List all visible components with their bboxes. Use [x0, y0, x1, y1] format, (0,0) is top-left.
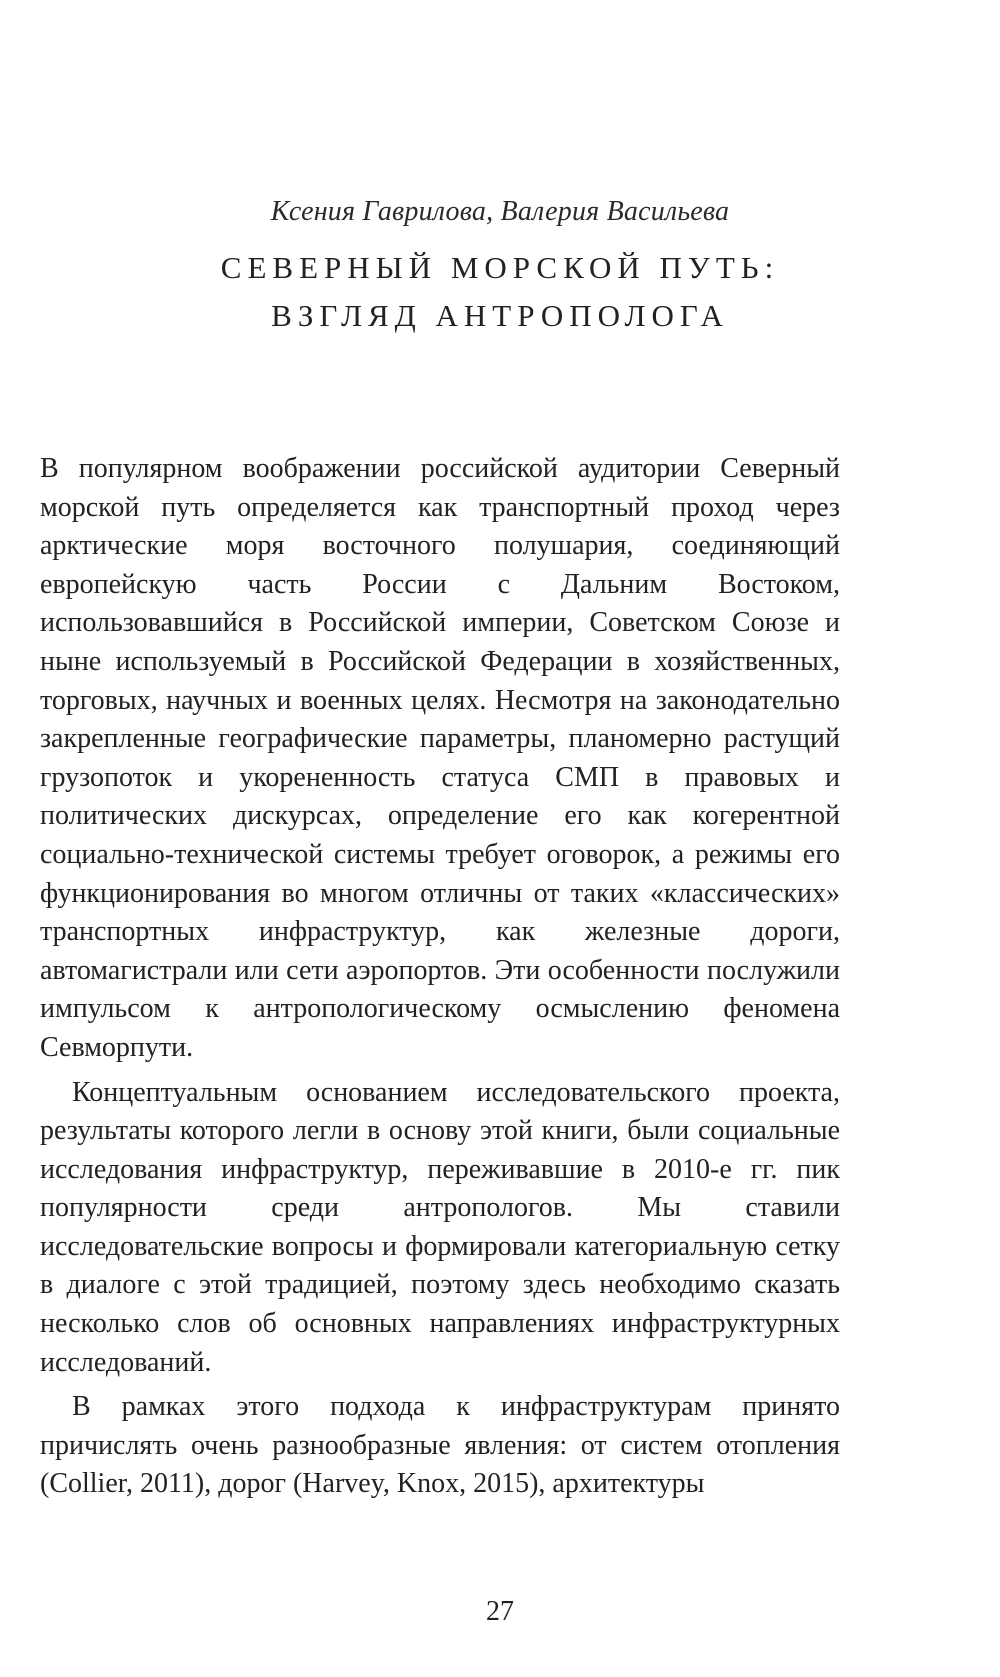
- chapter-body: [40, 450, 840, 1504]
- page-number: 27: [486, 1596, 514, 1627]
- chapter-title-line-1: СЕВЕРНЫЙ МОРСКОЙ ПУТЬ:: [220, 250, 780, 285]
- paragraph-1: В популярном воображении российской аудитории Северный морской путь определяется как транспортный проход через арктические моря восточного полушария, соединяющий европейскую часть России с Дальним Востоком, использовавшийся в Российской империи, Советском Союзе и ныне используемый в Российской Федерации в хозяйственных, торговых, научных и военных целях. Несмотря на законодательно закрепленные географические параметры, планомерно растущий грузопоток и укорененность статуса СМП в правовых и политических дискурсах, определение его как когерентной социально-технической системы требует оговорок, а режимы его функционирования во многом отличны от таких «классических» транспортных инфраструктур, как железные дороги, автомагистрали или сети аэропортов. Эти особенности послужили импульсом к антропологическому осмыслению феномена Севморпути.: [40, 453, 840, 1063]
- chapter-authors: Ксения Гаврилова, Валерия Васильева: [270, 196, 730, 227]
- chapter-title-line-2: ВЗГЛЯД АНТРОПОЛОГА: [271, 298, 729, 333]
- paragraph-3: В рамках этого подхода к инфраструктурам принято причислять очень разнообразные явления: от систем отопления (Collier, 2011), дорог (Harvey, Knox, 2015), архитектуры: [40, 1391, 840, 1500]
- chapter-title: [0, 244, 1000, 340]
- paragraph-2: Концептуальным основанием исследовательского проекта, результаты которого легли в основу этой книги, были социальные исследования инфраструктур, переживавшие в 2010-е гг. пик популярности среди антропологов. Мы ставили исследовательские вопросы и формировали категориальную сетку в диалоге с этой традицией, поэтому здесь необходимо сказать несколько слов об основных направлениях инфраструктурных исследований.: [40, 1076, 840, 1378]
